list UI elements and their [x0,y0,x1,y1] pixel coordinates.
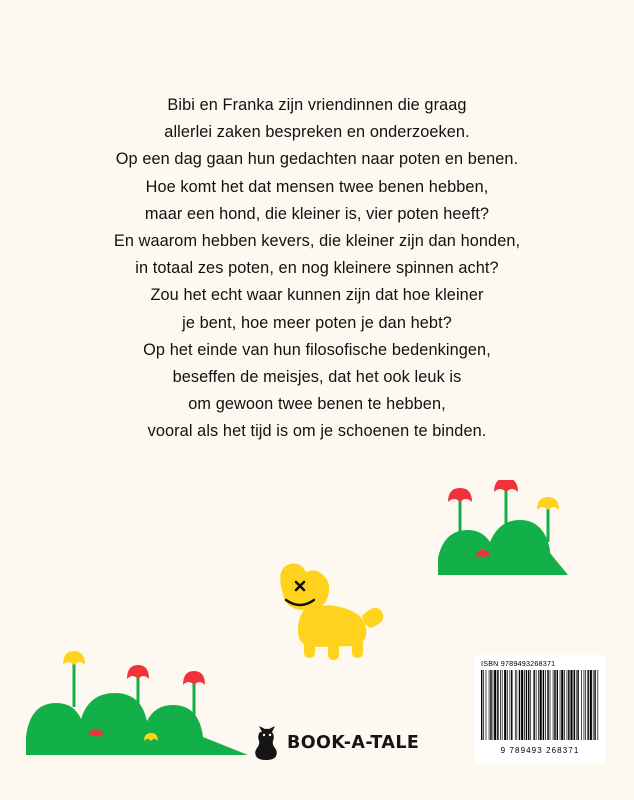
blurb-line: Zou het echt waar kunnen zijn dat hoe kleiner [150,286,484,305]
blurb-line: om gewoon twee benen te hebben, [188,395,446,414]
publisher-logo [255,722,420,764]
publisher-name: BOOK-A-TALE [287,733,420,753]
isbn-label: ISBN 9789493268371 [481,659,556,668]
bush-with-flowers-icon [26,645,248,755]
barcode-number: 9 789493 268371 [500,746,580,755]
blurb-line: in totaal zes poten, en nog kleinere spinnen acht? [135,259,499,278]
barcode-bars [481,670,599,740]
dog-icon [270,560,385,665]
isbn-barcode [475,655,605,763]
blurb-line: beseffen de meisjes, dat het ook leuk is [172,368,462,387]
blurb-line: maar een hond, die kleiner is, vier poten heeft? [144,204,490,223]
blurb-line: vooral als het tijd is om je schoenen te binden. [147,422,487,441]
blurb-line: Hoe komt het dat mensen twee benen hebben, [145,177,489,196]
blurb-line: En waarom hebben kevers, die kleiner zijn dan honden, [113,232,521,251]
cat-silhouette-icon [255,726,279,760]
blurb-line: Op een dag gaan hun gedachten naar poten en benen. [115,150,519,169]
blurb-line: Bibi en Franka zijn vriendinnen die graag [167,96,467,114]
blurb-line: je bent, hoe meer poten je dan hebt? [182,313,452,332]
bush-with-flowers-icon [438,480,568,575]
blurb-line: allerlei zaken bespreken en onderzoeken. [164,123,470,142]
blurb-line: Op het einde van hun filosofische bedenkingen, [143,340,491,359]
blurb-text [0,92,634,446]
